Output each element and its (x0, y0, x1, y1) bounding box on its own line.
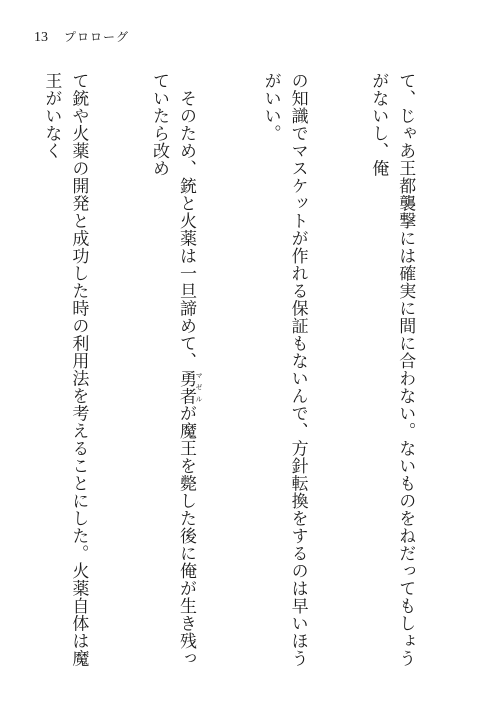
running-title: プロローグ (64, 30, 130, 44)
text-line: て銃や火薬の開発と成功した時の利用法を考えることにした。火薬自体は魔王がいなく (41, 72, 89, 667)
page-header (34, 28, 129, 48)
text-line: そのため、銃と火薬は一旦諦めて、勇者 マゼルが魔王を斃した後に俺が生き残っていたら改め (149, 72, 203, 667)
page-number: 13 (34, 30, 48, 45)
text-line: の知識でマスケットが作れる保証もないんで、方針転換をするのは早いほうがいい。 (260, 72, 308, 667)
body-text (28, 72, 472, 672)
text-line: て、じゃあ王都襲撃には確実に間に合わない。ないものをねだってもしょうがないし、俺 (368, 72, 416, 667)
ruby-annotation: 勇者 マゼル (175, 369, 203, 405)
